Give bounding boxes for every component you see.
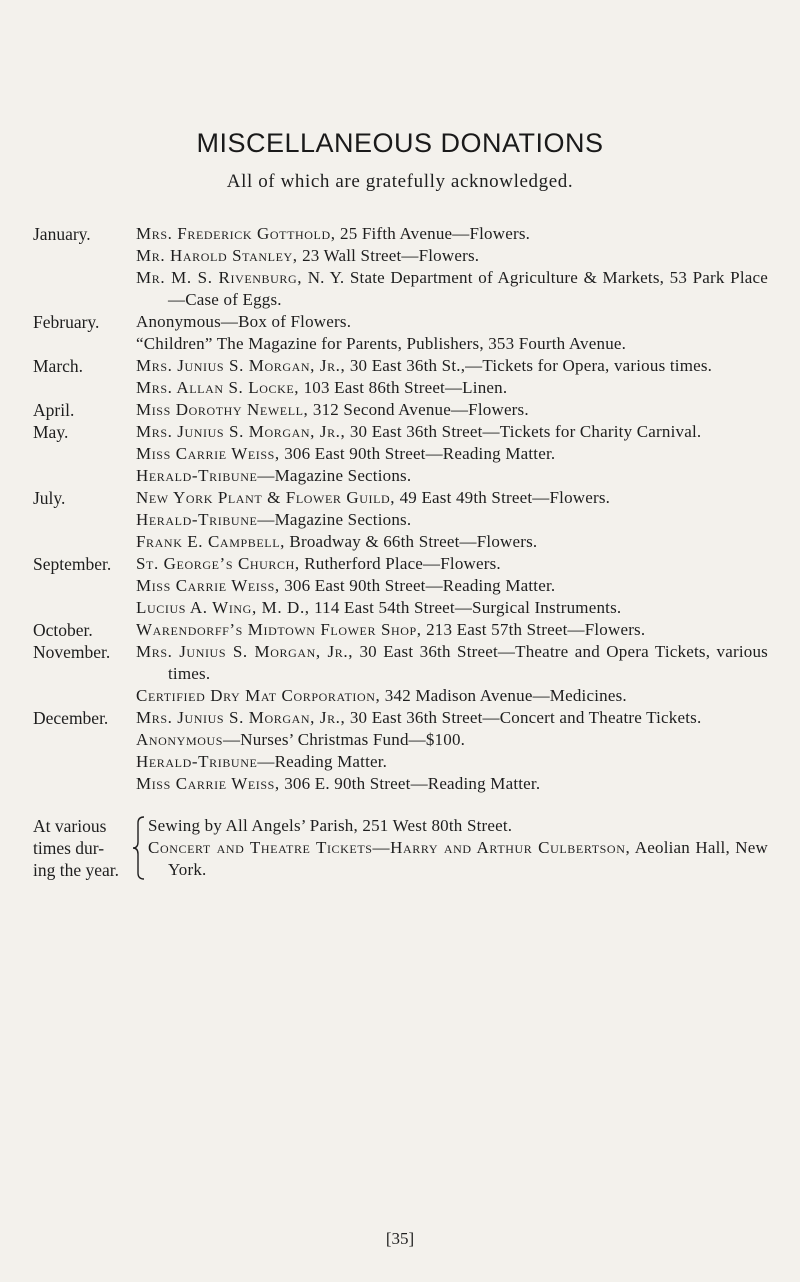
curly-brace (132, 815, 146, 881)
donation-detail: 30 East 36th Street—Concert and Theatre Tickets. (345, 708, 702, 727)
donor-name: Herald-Tribune (136, 510, 258, 529)
donor-name: Mrs. Junius S. Morgan, Jr., (136, 708, 346, 727)
donor-name: Miss Carrie Weiss, (136, 444, 280, 463)
month-entries (136, 223, 800, 311)
year-round-group (0, 815, 800, 881)
donor-name: Herald-Tribune (136, 466, 258, 485)
donation-detail: 306 East 90th Street—Reading Matter. (279, 444, 556, 463)
donation-entry (136, 355, 768, 377)
year-round-label (0, 815, 132, 881)
donation-entry (136, 465, 768, 487)
donation-detail: —Magazine Sections. (257, 466, 412, 485)
donation-detail: Sewing by All Angels’ Parish, 251 West 80th Street. (148, 816, 513, 835)
donations-list (0, 223, 800, 881)
donation-detail: 30 East 36th Street—Theatre and Opera Tickets, various times. (168, 642, 768, 683)
year-round-label-line: At various (33, 816, 107, 836)
donor-name: Mrs. Frederick Gotthold, (136, 224, 336, 243)
donor-name: Lucius A. Wing, M. D., (136, 598, 310, 617)
donation-detail: 23 Wall Street—Flowers. (297, 246, 480, 265)
donor-name: Mrs. Allan S. Locke, (136, 378, 300, 397)
year-round-label-line: times dur- (33, 838, 105, 858)
month-group (0, 223, 800, 311)
donation-entry (148, 837, 768, 881)
donation-detail: —Magazine Sections. (257, 510, 412, 529)
donation-detail: 114 East 54th Street—Surgical Instruments. (309, 598, 622, 617)
donation-detail: Anonymous—Box of Flowers. (136, 312, 352, 331)
donation-entry (136, 773, 768, 795)
donor-name: Warendorff’s Midtown Flower Shop, (136, 620, 422, 639)
year-round-entries (148, 815, 800, 881)
donation-detail: —Nurses’ Christmas Fund—$100. (223, 730, 466, 749)
donor-name: Mr. M. S. Rivenburg, (136, 268, 303, 287)
month-label: November. (33, 642, 111, 662)
donor-name: Frank E. Campbell, (136, 532, 285, 551)
month-group (0, 487, 800, 553)
donor-name: Certified Dry Mat Corporation, (136, 686, 381, 705)
page-subtitle: All of which are gratefully acknowledged. (226, 171, 574, 192)
donor-name: New York Plant & Flower Guild, (136, 488, 396, 507)
donor-name: Miss Dorothy Newell, (136, 400, 309, 419)
donation-entry (136, 597, 768, 619)
donation-entry (136, 751, 768, 773)
donation-detail: “Children” The Magazine for Parents, Publishers, 353 Fourth Avenue. (136, 334, 627, 353)
donation-detail: 213 East 57th Street—Flowers. (421, 620, 646, 639)
month-label: September. (33, 554, 112, 574)
page-number: [35] (385, 1229, 415, 1248)
donation-entry (136, 311, 768, 333)
donation-detail: 25 Fifth Avenue—Flowers. (335, 224, 531, 243)
donor-name: Concert and Theatre Tickets—Harry and Arthur Culbertson, (148, 838, 631, 857)
donation-entry (136, 399, 768, 421)
donor-name: Mrs. Junius S. Morgan, Jr., (136, 356, 346, 375)
month-entries (136, 399, 800, 421)
month-entries (136, 421, 800, 487)
month-label: October. (33, 620, 93, 640)
donation-entry (136, 707, 768, 729)
month-label: May. (33, 422, 69, 442)
month-entries (136, 619, 800, 641)
donation-entry (136, 421, 768, 443)
donation-detail: 30 East 36th Street—Tickets for Charity Carnival. (345, 422, 702, 441)
donation-detail: 342 Madison Avenue—Medicines. (380, 686, 627, 705)
month-group (0, 399, 800, 421)
month-entries (136, 487, 800, 553)
month-group (0, 707, 800, 795)
donation-detail: Aeolian Hall, New York. (168, 838, 768, 879)
month-entries (136, 553, 800, 619)
page-title: MISCELLANEOUS DONATIONS (196, 128, 604, 158)
donation-detail: 103 East 86th Street—Linen. (299, 378, 508, 397)
donation-entry (136, 685, 768, 707)
month-group (0, 421, 800, 487)
month-label: February. (33, 312, 100, 332)
donation-detail: Rutherford Place—Flowers. (299, 554, 501, 573)
month-label: January. (33, 224, 91, 244)
month-group (0, 311, 800, 355)
month-label: December. (33, 708, 109, 728)
month-group (0, 619, 800, 641)
month-label: April. (33, 400, 75, 420)
donor-name: Miss Carrie Weiss, (136, 774, 280, 793)
donor-name: St. George’s Church, (136, 554, 300, 573)
donation-entry (136, 531, 768, 553)
donation-entry (148, 815, 768, 837)
month-group (0, 553, 800, 619)
donation-entry (136, 223, 768, 245)
donation-detail: 312 Second Avenue—Flowers. (308, 400, 529, 419)
donation-detail: N. Y. State Department of Agriculture & Markets, 53 Park Place—Case of Eggs. (168, 268, 768, 309)
month-entries (136, 707, 800, 795)
donation-detail: 306 East 90th Street—Reading Matter. (279, 576, 556, 595)
donation-entry (136, 377, 768, 399)
donation-entry (136, 553, 768, 575)
year-round-label-line: ing the year. (33, 860, 120, 880)
donation-entry (136, 575, 768, 597)
donation-entry (136, 245, 768, 267)
donation-entry (136, 267, 768, 311)
donation-entry (136, 487, 768, 509)
donor-name: Anonymous (136, 730, 224, 749)
donation-detail: —Reading Matter. (257, 752, 388, 771)
donation-entry (136, 333, 768, 355)
donation-entry (136, 729, 768, 751)
month-group (0, 641, 800, 707)
month-label: July. (33, 488, 66, 508)
donation-entry (136, 619, 768, 641)
month-label: March. (33, 356, 84, 376)
donor-name: Mr. Harold Stanley, (136, 246, 298, 265)
donor-name: Miss Carrie Weiss, (136, 576, 280, 595)
donor-name: Mrs. Junius S. Morgan, Jr., (136, 422, 346, 441)
donation-entry (136, 641, 768, 685)
month-entries (136, 641, 800, 707)
donor-name: Mrs. Junius S. Morgan, Jr., (136, 642, 354, 661)
donor-name: Herald-Tribune (136, 752, 258, 771)
donation-detail: Broadway & 66th Street—Flowers. (284, 532, 538, 551)
donation-entry (136, 443, 768, 465)
donation-detail: 306 E. 90th Street—Reading Matter. (279, 774, 541, 793)
month-entries (136, 355, 800, 399)
donation-entry (136, 509, 768, 531)
month-entries (136, 311, 800, 355)
month-group (0, 355, 800, 399)
donation-detail: 30 East 36th St.,—Tickets for Opera, various times. (345, 356, 713, 375)
donation-detail: 49 East 49th Street—Flowers. (395, 488, 611, 507)
